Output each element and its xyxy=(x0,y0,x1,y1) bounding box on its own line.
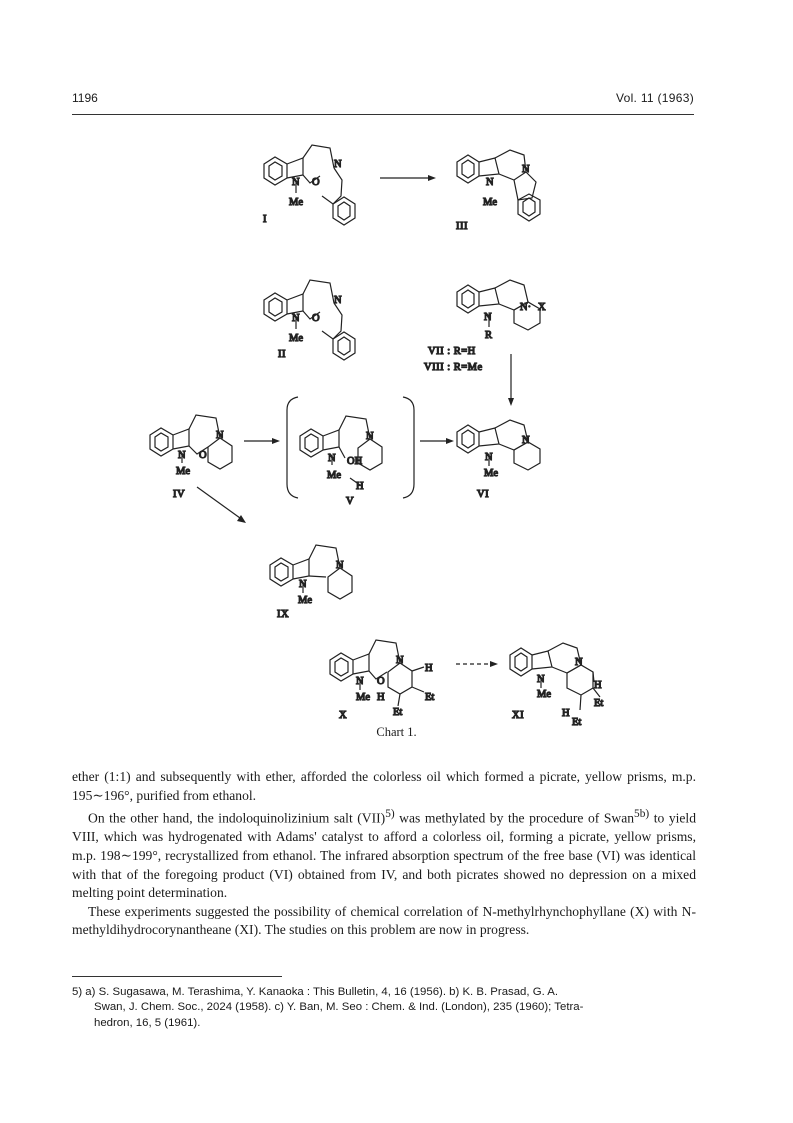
label-IV: IV xyxy=(173,489,186,500)
atom-N: N xyxy=(336,560,344,571)
atom-O: O xyxy=(377,676,385,687)
structure-IV xyxy=(150,415,232,469)
atom-N: N xyxy=(522,164,530,175)
atom-N: N xyxy=(486,177,494,188)
label-III: III xyxy=(456,221,468,232)
chart-caption: Chart 1. xyxy=(376,725,417,739)
paragraph xyxy=(72,805,696,903)
paragraph-text: On the other hand, the indoloquinolizinium salt (VII) xyxy=(88,810,386,826)
atom-N: N xyxy=(292,177,300,188)
atom-Me: Me xyxy=(298,595,312,606)
atom-N: N xyxy=(292,313,300,324)
atom-Me: Me xyxy=(537,689,551,700)
paragraph: These experiments suggested the possibility of chemical correlation of N-methylrhynchophyllane (X) with N-methyldihydrocorynantheane (XI). The studies on this problem are now in progress. xyxy=(72,903,696,938)
atom-N: N xyxy=(356,676,364,687)
atom-Me: Me xyxy=(484,468,498,479)
structure-II xyxy=(264,280,355,360)
footnote-line: Swan, J. Chem. Soc., 2024 (1958). c) Y. Ban, M. Seo : Chem. & Ind. (London), 235 (1960); Tetra- xyxy=(94,1001,584,1014)
label-IX: IX xyxy=(277,609,290,620)
atom-N: N xyxy=(484,312,492,323)
atom-Me: Me xyxy=(176,466,190,477)
atom-H: H xyxy=(377,692,385,703)
atom-N: N xyxy=(396,655,404,666)
atom-O: O xyxy=(199,450,207,461)
atom-N: N xyxy=(537,674,545,685)
atom-N: N xyxy=(334,159,342,170)
atom-Me: Me xyxy=(483,197,497,208)
structure-I xyxy=(264,145,355,225)
volume-info: Vol. 11 (1963) xyxy=(615,91,694,105)
atom-N: N xyxy=(334,295,342,306)
atom-Et: Et xyxy=(572,717,582,728)
atom-O: O xyxy=(312,177,320,188)
structure-V xyxy=(300,416,382,485)
arrowhead xyxy=(428,175,436,181)
structure-IX xyxy=(270,545,352,599)
label-VI: VI xyxy=(477,489,490,500)
label-X: X xyxy=(339,710,348,721)
atom-H: H xyxy=(425,663,433,674)
arrow xyxy=(197,487,240,518)
atom-H: H xyxy=(356,481,364,492)
atom-Me: Me xyxy=(289,197,303,208)
atom-Me: Me xyxy=(289,333,303,344)
bracket-right xyxy=(403,397,414,498)
page-number: 1196 xyxy=(72,91,98,105)
arrowhead xyxy=(508,398,514,406)
footnote xyxy=(72,985,696,1031)
atom-O: O xyxy=(312,313,320,324)
footnote-line: hedron, 16, 5 (1961). xyxy=(94,1016,201,1029)
reference: 5) xyxy=(385,808,395,821)
bracket-left xyxy=(287,397,298,498)
label-V: V xyxy=(346,496,355,507)
atom-Me: Me xyxy=(327,470,341,481)
label-VIII: VIII : R=Me xyxy=(424,362,483,373)
arrowhead xyxy=(272,438,280,444)
atom-H: H xyxy=(594,680,602,691)
atom-X: X xyxy=(538,302,546,313)
atom-Et: Et xyxy=(594,698,604,709)
footnote-line: 5) a) S. Sugasawa, M. Terashima, Y. Kanaoka : This Bulletin, 4, 16 (1956). b) K. B. Prasad, G. A. xyxy=(72,986,559,998)
atom-OH: OH xyxy=(347,456,363,467)
body-text xyxy=(72,768,696,940)
atom-N: N xyxy=(178,450,186,461)
label-VII: VII : R=H xyxy=(428,346,476,357)
label-XI: XI xyxy=(512,710,525,721)
atom-N: N xyxy=(366,431,374,442)
atom-N: N xyxy=(328,453,336,464)
label-II: II xyxy=(278,349,286,360)
atom-Et: Et xyxy=(425,692,435,703)
structure-III xyxy=(457,150,540,221)
atom-R: R xyxy=(485,330,493,341)
paragraph: ether (1:1) and subsequently with ether, afforded the colorless oil which formed a picrate, yellow prisms, m.p. 195∼196°, purified from ethanol. xyxy=(72,769,696,803)
footnote-rule xyxy=(72,976,282,977)
label-I: I xyxy=(263,214,267,225)
atom-Me: Me xyxy=(356,692,370,703)
reference: 5b) xyxy=(634,808,650,821)
atom-N: N xyxy=(522,435,530,446)
atom-N: N xyxy=(299,579,307,590)
atom-N: N xyxy=(216,430,224,441)
atom-H: H xyxy=(562,708,570,719)
paragraph-text: was methylated by the procedure of Swan xyxy=(394,810,635,826)
arrowhead xyxy=(490,661,498,667)
paragraph-text: to yield VIII, which was hydrogenated with Adams' catalyst to afford a colorless oil, forming a picrate, yellow prisms, m.p. 198∼199°, recrystallized from ethanol. The infrared absorption spectrum of the free base (VI) was identical with that of the foregoing product (VI) obtained from IV, and both picrates showed no depression on a mixed melting point determination. xyxy=(72,810,696,901)
atom-N: N xyxy=(485,452,493,463)
atom-N-plus: N· xyxy=(520,302,532,313)
atom-Et: Et xyxy=(393,707,403,718)
arrowhead xyxy=(446,438,454,444)
atom-N: N xyxy=(575,657,583,668)
structure-XI xyxy=(510,643,600,710)
